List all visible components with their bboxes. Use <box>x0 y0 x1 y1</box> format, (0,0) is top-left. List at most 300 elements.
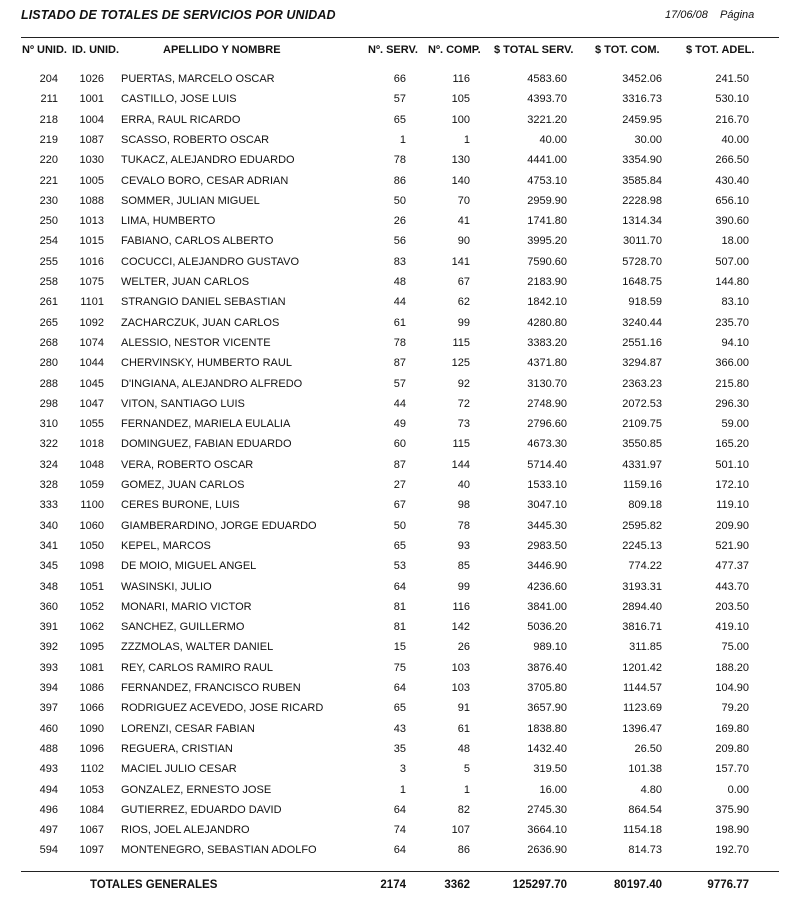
cell-comp: 5 <box>463 763 470 776</box>
cell-unid: 496 <box>39 803 58 816</box>
cell-com: 3816.71 <box>622 621 662 634</box>
cell-id: 1047 <box>79 397 104 410</box>
cell-total: 1741.80 <box>527 215 567 228</box>
cell-comp: 85 <box>457 560 470 573</box>
cell-id: 1062 <box>79 621 104 634</box>
table-row <box>0 253 800 273</box>
cell-com: 5728.70 <box>622 255 662 268</box>
column-header-serv: Nº. SERV. <box>368 44 418 56</box>
table-row <box>0 801 800 821</box>
cell-com: 1648.75 <box>622 276 662 288</box>
cell-name: FABIANO, CARLOS ALBERTO <box>121 235 274 248</box>
table-row <box>0 598 800 618</box>
cell-name: GOMEZ, JUAN CARLOS <box>121 479 245 491</box>
table-row <box>0 334 800 354</box>
table-row <box>0 111 800 131</box>
table-row <box>0 578 800 598</box>
cell-comp: 140 <box>451 174 470 187</box>
cell-comp: 78 <box>457 519 470 532</box>
cell-id: 1086 <box>79 682 104 694</box>
cell-serv: 75 <box>393 661 406 674</box>
totals-com: 80197.40 <box>614 879 662 891</box>
cell-adel: 169.80 <box>715 722 749 735</box>
cell-total: 3446.90 <box>527 560 567 573</box>
cell-serv: 78 <box>393 154 406 167</box>
cell-adel: 530.10 <box>715 93 749 106</box>
table-row <box>0 70 800 90</box>
cell-id: 1030 <box>79 154 104 167</box>
header-divider <box>21 37 779 38</box>
cell-adel: 104.90 <box>715 682 749 694</box>
cell-serv: 81 <box>393 600 406 613</box>
cell-total: 3445.30 <box>527 519 567 532</box>
cell-adel: 430.40 <box>715 174 749 187</box>
cell-total: 16.00 <box>539 783 567 796</box>
cell-total: 4371.80 <box>527 357 567 370</box>
cell-id: 1074 <box>79 336 104 349</box>
cell-total: 3841.00 <box>527 600 567 613</box>
cell-serv: 56 <box>393 235 406 248</box>
cell-name: KEPEL, MARCOS <box>121 539 211 552</box>
cell-total: 4236.60 <box>527 580 567 593</box>
cell-name: CERES BURONE, LUIS <box>121 499 240 512</box>
cell-adel: 366.00 <box>715 357 749 370</box>
cell-com: 3354.90 <box>622 154 662 167</box>
cell-adel: 656.10 <box>715 194 749 207</box>
cell-com: 30.00 <box>634 133 662 146</box>
table-row <box>0 90 800 110</box>
cell-serv: 74 <box>393 824 406 837</box>
cell-id: 1081 <box>79 661 104 674</box>
table-row <box>0 415 800 435</box>
table-row <box>0 375 800 395</box>
cell-com: 2228.98 <box>622 194 662 207</box>
cell-id: 1044 <box>79 357 104 370</box>
cell-unid: 360 <box>39 600 58 613</box>
table-row <box>0 456 800 476</box>
table-row <box>0 517 800 537</box>
cell-serv: 65 <box>393 702 406 715</box>
cell-unid: 258 <box>39 276 58 288</box>
cell-id: 1045 <box>79 377 104 390</box>
table-row <box>0 395 800 415</box>
cell-unid: 594 <box>39 844 58 857</box>
table-row <box>0 293 800 313</box>
cell-comp: 103 <box>451 661 470 674</box>
cell-adel: 79.20 <box>721 702 749 715</box>
cell-total: 1533.10 <box>527 479 567 491</box>
cell-adel: 40.00 <box>721 133 749 146</box>
cell-serv: 86 <box>393 174 406 187</box>
cell-id: 1101 <box>80 296 104 309</box>
cell-comp: 67 <box>457 276 470 288</box>
cell-adel: 188.20 <box>715 661 749 674</box>
cell-serv: 64 <box>393 803 406 816</box>
table-row <box>0 476 800 496</box>
cell-total: 4673.30 <box>527 438 567 451</box>
totals-divider <box>21 871 779 872</box>
cell-unid: 333 <box>39 499 58 512</box>
cell-comp: 92 <box>457 377 470 390</box>
cell-id: 1098 <box>79 560 104 573</box>
cell-id: 1050 <box>79 539 104 552</box>
cell-adel: 241.50 <box>715 73 749 85</box>
cell-com: 1123.69 <box>623 702 662 715</box>
cell-unid: 218 <box>39 113 58 126</box>
cell-serv: 27 <box>393 479 406 491</box>
cell-unid: 494 <box>39 783 58 796</box>
table-row <box>0 557 800 577</box>
cell-serv: 50 <box>393 194 406 207</box>
cell-id: 1004 <box>79 113 104 126</box>
cell-comp: 90 <box>457 235 470 248</box>
cell-name: VITON, SANTIAGO LUIS <box>121 397 245 410</box>
cell-id: 1087 <box>79 133 104 146</box>
cell-id: 1090 <box>79 722 104 735</box>
cell-com: 311.85 <box>629 641 662 654</box>
cell-total: 4583.60 <box>527 73 567 85</box>
totals-comp: 3362 <box>444 879 470 891</box>
table-row <box>0 638 800 658</box>
cell-total: 4393.70 <box>527 93 567 106</box>
cell-serv: 60 <box>393 438 406 451</box>
cell-serv: 15 <box>393 641 406 654</box>
cell-unid: 340 <box>39 519 58 532</box>
cell-comp: 73 <box>457 418 470 431</box>
table-row <box>0 841 800 861</box>
cell-adel: 521.90 <box>715 539 749 552</box>
table-row <box>0 821 800 841</box>
cell-name: ALESSIO, NESTOR VICENTE <box>121 336 271 349</box>
cell-unid: 211 <box>40 93 58 106</box>
cell-total: 2959.90 <box>527 194 567 207</box>
cell-comp: 72 <box>457 397 470 410</box>
cell-id: 1100 <box>80 499 104 512</box>
cell-com: 2109.75 <box>622 418 662 431</box>
page-header <box>0 8 800 26</box>
cell-com: 3240.44 <box>622 316 662 329</box>
cell-id: 1066 <box>79 702 104 715</box>
cell-com: 918.59 <box>628 296 662 309</box>
cell-id: 1095 <box>79 641 104 654</box>
column-header-unid: Nº UNID. <box>22 44 67 56</box>
cell-com: 2363.23 <box>622 377 662 390</box>
cell-name: ZACHARCZUK, JUAN CARLOS <box>121 316 280 329</box>
cell-name: WASINSKI, JULIO <box>121 580 212 593</box>
cell-comp: 82 <box>457 803 470 816</box>
cell-unid: 397 <box>39 702 58 715</box>
cell-total: 3383.20 <box>527 336 567 349</box>
cell-adel: 0.00 <box>727 783 749 796</box>
cell-id: 1013 <box>79 215 104 228</box>
page-label: Página <box>720 9 755 21</box>
cell-total: 1842.10 <box>527 296 567 309</box>
cell-com: 3585.84 <box>622 174 662 187</box>
cell-total: 40.00 <box>539 133 567 146</box>
cell-total: 319.50 <box>533 763 567 776</box>
table-row <box>0 273 800 293</box>
cell-comp: 61 <box>457 722 470 735</box>
cell-name: VERA, ROBERTO OSCAR <box>121 458 254 471</box>
cell-id: 1018 <box>79 438 104 451</box>
cell-adel: 501.10 <box>715 458 749 471</box>
cell-total: 3876.40 <box>527 661 567 674</box>
cell-adel: 165.20 <box>715 438 749 451</box>
cell-name: SOMMER, JULIAN MIGUEL <box>121 194 260 207</box>
table-row <box>0 760 800 780</box>
cell-serv: 35 <box>393 742 406 755</box>
cell-com: 2894.40 <box>622 600 662 613</box>
cell-total: 2183.90 <box>527 276 567 288</box>
cell-adel: 209.90 <box>715 519 749 532</box>
cell-comp: 40 <box>457 479 470 491</box>
table-row <box>0 354 800 374</box>
cell-id: 1016 <box>79 255 104 268</box>
cell-serv: 64 <box>393 682 406 694</box>
cell-unid: 230 <box>39 194 58 207</box>
column-header-comp: Nº. COMP. <box>428 44 481 56</box>
cell-comp: 144 <box>451 458 470 471</box>
cell-unid: 324 <box>39 458 58 471</box>
cell-serv: 64 <box>393 580 406 593</box>
cell-name: ZZZMOLAS, WALTER DANIEL <box>121 641 274 654</box>
cell-adel: 215.80 <box>715 377 749 390</box>
cell-name: REY, CARLOS RAMIRO RAUL <box>121 661 274 674</box>
cell-adel: 216.70 <box>715 113 749 126</box>
cell-comp: 62 <box>457 296 470 309</box>
totals-row <box>0 879 800 895</box>
totals-label: TOTALES GENERALES <box>90 879 218 891</box>
cell-serv: 1 <box>399 783 406 796</box>
cell-serv: 66 <box>393 73 406 85</box>
cell-name: DOMINGUEZ, FABIAN EDUARDO <box>121 438 292 451</box>
cell-serv: 83 <box>393 255 406 268</box>
cell-com: 2245.13 <box>622 539 662 552</box>
cell-name: LORENZI, CESAR FABIAN <box>121 722 255 735</box>
cell-comp: 100 <box>451 113 470 126</box>
table-row <box>0 435 800 455</box>
cell-unid: 460 <box>39 722 58 735</box>
cell-unid: 348 <box>39 580 58 593</box>
cell-serv: 87 <box>393 458 406 471</box>
table-row <box>0 496 800 516</box>
cell-adel: 375.90 <box>715 803 749 816</box>
cell-comp: 1 <box>463 133 470 146</box>
cell-serv: 61 <box>393 316 406 329</box>
table-row <box>0 679 800 699</box>
cell-com: 1314.34 <box>622 215 662 228</box>
cell-com: 3193.31 <box>622 580 662 593</box>
cell-name: DE MOIO, MIGUEL ANGEL <box>121 560 257 573</box>
cell-id: 1053 <box>79 783 104 796</box>
cell-unid: 280 <box>39 357 58 370</box>
cell-name: SANCHEZ, GUILLERMO <box>121 621 245 634</box>
cell-name: ERRA, RAUL RICARDO <box>121 113 241 126</box>
cell-com: 3550.85 <box>622 438 662 451</box>
table-row <box>0 151 800 171</box>
cell-comp: 130 <box>451 154 470 167</box>
cell-unid: 310 <box>39 418 58 431</box>
cell-comp: 99 <box>457 580 470 593</box>
table-row <box>0 781 800 801</box>
cell-comp: 141 <box>451 255 470 268</box>
cell-com: 3011.70 <box>623 235 662 248</box>
cell-comp: 86 <box>457 844 470 857</box>
cell-name: FERNANDEZ, FRANCISCO RUBEN <box>121 682 301 694</box>
cell-unid: 250 <box>39 215 58 228</box>
cell-adel: 390.60 <box>715 215 749 228</box>
cell-serv: 49 <box>393 418 406 431</box>
cell-comp: 99 <box>457 316 470 329</box>
cell-name: TUKACZ, ALEJANDRO EDUARDO <box>121 154 295 167</box>
cell-id: 1096 <box>79 742 104 755</box>
cell-total: 3705.80 <box>527 682 567 694</box>
cell-id: 1092 <box>79 316 104 329</box>
cell-total: 4753.10 <box>527 174 567 187</box>
cell-id: 1060 <box>79 519 104 532</box>
cell-name: MONARI, MARIO VICTOR <box>121 600 252 613</box>
cell-total: 5714.40 <box>527 458 567 471</box>
cell-name: CHERVINSKY, HUMBERTO RAUL <box>121 357 292 370</box>
cell-com: 1159.16 <box>623 479 662 491</box>
table-row <box>0 192 800 212</box>
cell-com: 1144.57 <box>623 682 662 694</box>
cell-name: GUTIERREZ, EDUARDO DAVID <box>121 803 282 816</box>
cell-com: 2595.82 <box>622 519 662 532</box>
cell-adel: 18.00 <box>721 235 749 248</box>
column-header-id: ID. UNID. <box>72 44 120 56</box>
cell-serv: 1 <box>399 133 406 146</box>
cell-name: SCASSO, ROBERTO OSCAR <box>121 133 270 146</box>
cell-name: WELTER, JUAN CARLOS <box>121 276 250 288</box>
table-row <box>0 699 800 719</box>
cell-total: 4441.00 <box>527 154 567 167</box>
table-row <box>0 618 800 638</box>
cell-comp: 26 <box>457 641 470 654</box>
cell-comp: 116 <box>452 73 470 85</box>
cell-adel: 266.50 <box>715 154 749 167</box>
cell-adel: 83.10 <box>721 296 749 309</box>
cell-name: COCUCCI, ALEJANDRO GUSTAVO <box>121 255 300 268</box>
table-row <box>0 740 800 760</box>
cell-unid: 345 <box>39 560 58 573</box>
cell-com: 4.80 <box>640 783 662 796</box>
cell-name: LIMA, HUMBERTO <box>121 215 216 228</box>
cell-adel: 507.00 <box>715 255 749 268</box>
cell-unid: 261 <box>39 296 58 309</box>
cell-adel: 477.37 <box>715 560 749 573</box>
cell-id: 1084 <box>79 803 104 816</box>
cell-adel: 75.00 <box>721 641 749 654</box>
cell-adel: 443.70 <box>715 580 749 593</box>
cell-unid: 392 <box>39 641 58 654</box>
column-header-row <box>0 44 800 60</box>
cell-adel: 157.70 <box>715 763 749 776</box>
table-row <box>0 212 800 232</box>
cell-adel: 198.90 <box>715 824 749 837</box>
cell-com: 4331.97 <box>622 458 662 471</box>
cell-adel: 59.00 <box>721 418 749 431</box>
cell-unid: 497 <box>39 824 58 837</box>
table-row <box>0 131 800 151</box>
cell-total: 3995.20 <box>527 235 567 248</box>
cell-comp: 48 <box>457 742 470 755</box>
cell-com: 2551.16 <box>622 336 662 349</box>
cell-name: REGUERA, CRISTIAN <box>121 742 233 755</box>
table-row <box>0 314 800 334</box>
cell-total: 3657.90 <box>527 702 567 715</box>
cell-com: 864.54 <box>628 803 662 816</box>
cell-comp: 98 <box>457 499 470 512</box>
cell-adel: 144.80 <box>715 276 749 288</box>
cell-comp: 93 <box>457 539 470 552</box>
cell-id: 1097 <box>79 844 104 857</box>
cell-adel: 192.70 <box>715 844 749 857</box>
cell-serv: 26 <box>393 215 406 228</box>
cell-com: 1396.47 <box>622 722 662 735</box>
cell-unid: 393 <box>39 661 58 674</box>
cell-com: 2459.95 <box>622 113 662 126</box>
cell-serv: 65 <box>393 539 406 552</box>
cell-id: 1055 <box>79 418 104 431</box>
cell-unid: 488 <box>39 742 58 755</box>
cell-name: MONTENEGRO, SEBASTIAN ADOLFO <box>121 844 317 857</box>
cell-comp: 115 <box>452 336 470 349</box>
report-title: LISTADO DE TOTALES DE SERVICIOS POR UNIDAD <box>21 8 336 22</box>
cell-adel: 296.30 <box>715 397 749 410</box>
cell-serv: 67 <box>393 499 406 512</box>
cell-adel: 209.80 <box>715 742 749 755</box>
cell-com: 3316.73 <box>622 93 662 106</box>
cell-serv: 3 <box>399 763 406 776</box>
cell-adel: 235.70 <box>715 316 749 329</box>
cell-total: 2983.50 <box>527 539 567 552</box>
table-row <box>0 232 800 252</box>
cell-unid: 220 <box>39 154 58 167</box>
cell-serv: 48 <box>393 276 406 288</box>
cell-total: 3130.70 <box>527 377 567 390</box>
cell-com: 774.22 <box>628 560 662 573</box>
cell-id: 1015 <box>79 235 104 248</box>
column-header-name: APELLIDO Y NOMBRE <box>163 44 281 56</box>
cell-comp: 1 <box>463 783 470 796</box>
cell-id: 1005 <box>79 174 104 187</box>
cell-name: CASTILLO, JOSE LUIS <box>121 93 237 106</box>
cell-com: 3452.06 <box>622 73 662 85</box>
cell-adel: 119.10 <box>716 499 749 512</box>
cell-serv: 64 <box>393 844 406 857</box>
cell-adel: 419.10 <box>715 621 749 634</box>
cell-serv: 78 <box>393 336 406 349</box>
cell-serv: 43 <box>393 722 406 735</box>
cell-unid: 204 <box>39 73 58 85</box>
cell-unid: 254 <box>39 235 58 248</box>
cell-serv: 87 <box>393 357 406 370</box>
cell-unid: 391 <box>39 621 58 634</box>
table-row <box>0 172 800 192</box>
cell-total: 5036.20 <box>527 621 567 634</box>
cell-com: 1154.18 <box>623 824 662 837</box>
cell-unid: 268 <box>39 336 58 349</box>
cell-name: RIOS, JOEL ALEJANDRO <box>121 824 250 837</box>
table-row <box>0 659 800 679</box>
cell-name: PUERTAS, MARCELO OSCAR <box>121 73 275 85</box>
cell-comp: 103 <box>451 682 470 694</box>
cell-unid: 322 <box>39 438 58 451</box>
cell-unid: 328 <box>39 479 58 491</box>
cell-total: 1432.40 <box>527 742 567 755</box>
cell-id: 1052 <box>79 600 104 613</box>
